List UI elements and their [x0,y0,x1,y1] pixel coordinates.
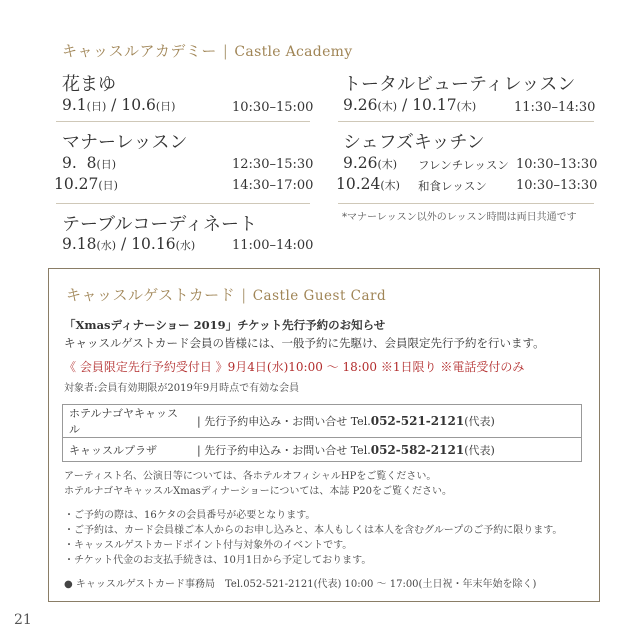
contact-info-text: 先行予約申込み・お問い合せ Tel. [204,443,371,457]
info-line-1: アーティスト名、公演日等については、各ホテルオフィシャルHPをご覧ください。 [64,471,437,482]
date: 9.26 [343,154,378,172]
guest-card-title-en: Castle Guest Card [252,288,387,304]
dow: (日) [155,100,176,113]
contact-info-text: 先行予約申込み・お問い合せ Tel. [204,415,371,428]
date: 10.27 [54,175,99,193]
guest-card-intro: キャッスルゲストカード会員の皆様には、一般予約に先駆け、会員限定先行予約を行います。 [64,336,545,350]
academy-title-en: Castle Academy [234,44,353,60]
divider [338,203,594,204]
contact-info: | 先行予約申込み・お問い合せ Tel.052-582-2121(代表) [191,438,582,462]
divider [56,121,310,122]
dow: (日) [86,100,107,113]
guest-card-title-separator: | [241,286,247,304]
guest-card-headline: 「Xmasディナーショー 2019」チケット先行予約のお知らせ [64,318,386,332]
lesson-chefs-kitchen-name: シェフズキッチン [343,132,485,153]
academy-note: *マナーレッスン以外のレッスン時間は両日共通です [342,212,577,223]
divider [56,203,310,204]
table-row [63,405,582,438]
date: 10.17 [412,96,457,114]
lesson-chefs-label-1: フレンチレッスン [418,158,509,172]
academy-title-separator: | [222,42,229,60]
contact-tel-suffix: (代表) [464,415,495,428]
lesson-hanamayu-name: 花まゆ [62,74,116,95]
lesson-chefs-time-1: 10:30–13:30 [516,157,598,172]
dow: (日) [96,158,117,171]
dow: (水) [96,239,117,252]
date: 10.16 [131,235,176,253]
info-line-2: ホテルナゴヤキャッスルXmasディナーショーについては、本誌 P20をご覧ください。 [64,486,453,497]
date-separator: / [106,96,122,114]
bullet-item: ・キャッスルゲストカードポイント付与対象外のイベントです。 [64,540,353,551]
lesson-beauty-name: トータルビューティレッスン [343,74,576,95]
date: 9.1 [62,96,87,114]
lesson-table-coordinate-name: テーブルコーディネート [62,214,257,235]
date: 10.24 [336,175,381,193]
lesson-hanamayu-time: 10:30–15:00 [232,100,314,115]
lesson-chefs-label-2: 和食レッスン [418,179,487,193]
dow: (木) [377,100,398,113]
lesson-manner-name: マナーレッスン [62,132,188,153]
bullet-item: ・ご予約の際は、16ケタの会員番号が必要となります。 [64,510,316,521]
date-separator: / [116,235,132,253]
contact-table [62,404,582,462]
lesson-hanamayu-dates [62,96,175,114]
dow: (木) [377,158,398,171]
lesson-table-coordinate-time: 11:00–14:00 [232,238,314,253]
table-row [63,438,582,462]
guest-card-target: 対象者:会員有効期限が2019年9月時点で有効な会員 [64,383,300,394]
contact-info: | 先行予約申込み・お問い合せ Tel.052-521-2121(代表) [191,405,582,438]
date-separator: / [397,96,413,114]
bullet-item: ・ご予約は、カード会員様ご本人からのお申し込みと、本人もしくは本人を含むグループのご予約に限ります。 [64,525,563,536]
guest-card-heading [66,284,386,305]
dow: (水) [175,239,196,252]
date: 9. 8 [62,154,97,172]
academy-title-jp: キャッスルアカデミー [62,42,217,60]
lesson-manner-date-2 [54,175,118,193]
contact-hotel-name: キャッスルプラザ [63,438,192,462]
page-number: 21 [14,612,32,628]
dow: (日) [98,179,118,192]
contact-hotel-name: ホテルナゴヤキャッスル [63,405,192,438]
guest-card-red-notice: 《 会員限定先行予約受付日 》9月4日(水)10:00 〜 18:00 ※1日限り ※電話受付のみ [64,360,525,374]
dow: (木) [456,100,477,113]
guest-card-office: ● キャッスルゲストカード事務局 Tel.052-521-2121(代表) 10:00 〜 17:00(土日祝・年末年始を除く) [64,579,537,590]
date: 10.6 [121,96,156,114]
lesson-chefs-date-2 [336,175,400,193]
lesson-chefs-time-2: 10:30–13:30 [516,178,598,193]
date: 9.26 [343,96,378,114]
guest-card-title-jp: キャッスルゲストカード [66,286,236,304]
date: 9.18 [62,235,97,253]
lesson-manner-time-2: 14:30–17:00 [232,178,314,193]
lesson-beauty-dates [343,96,476,114]
contact-tel-suffix: (代表) [464,443,495,457]
contact-tel-number[interactable]: 052-582-2121 [370,442,465,457]
lesson-manner-time-1: 12:30–15:30 [232,157,314,172]
divider [338,121,594,122]
academy-heading [62,40,352,61]
lesson-table-coordinate-dates [62,235,195,253]
contact-tel-number[interactable]: 052-521-2121 [370,414,465,428]
dow: (木) [380,179,400,192]
bullet-item: ・チケット代金のお支払手続きは、10月1日から予定しております。 [64,555,372,566]
lesson-beauty-time: 11:30–14:30 [514,100,596,115]
lesson-chefs-date-1 [343,154,397,172]
lesson-manner-date-1 [62,154,116,172]
